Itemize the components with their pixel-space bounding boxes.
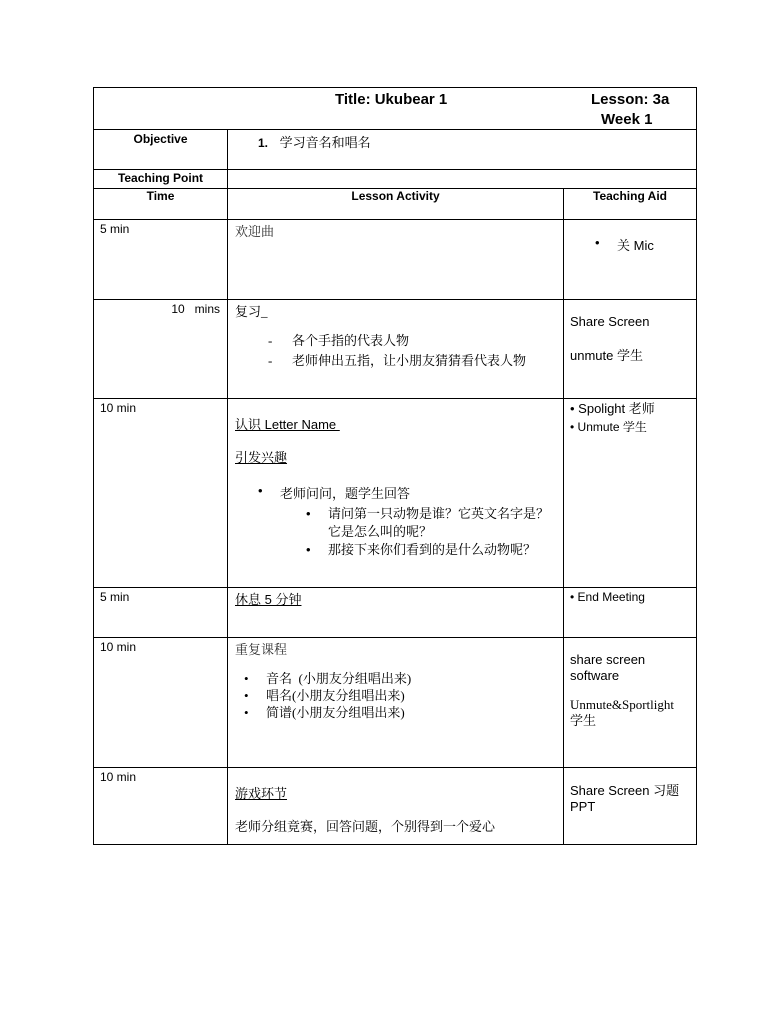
objective-row [94,130,697,170]
time-cell [94,300,228,399]
table-row [94,768,697,845]
table-row [94,638,697,768]
time-value: 5 min [100,222,130,236]
activity-sublist [228,502,563,559]
table-row [94,220,697,300]
title-row [94,88,697,130]
activity-heading: 认识 Letter Name [235,417,340,432]
aid-cell [564,588,697,638]
activity-cell [228,399,564,588]
aid-item: • 关 Mic [617,235,696,254]
teaching-point-content-cell [228,170,697,189]
header-activity: Lesson Activity [351,189,440,203]
time-cell [94,399,228,588]
aid-item: • Spolight 老师 [570,401,655,416]
activity-list [228,320,563,371]
aid-cell [564,638,697,768]
list-item: • 那接下来你们看到的是什么动物呢？ [328,541,553,559]
activity-text: 老师分组竟赛，回答问题，个别得到一个爱心 [235,819,496,834]
lesson-plan-table [93,87,697,845]
list-item: - 老师伸出五指，让小朋友猜猜看代表人物 [292,351,563,371]
time-value: 10 min [100,770,137,784]
header-time: Time [146,189,175,203]
activity-title: 游戏环节 [235,786,288,801]
table-row [94,399,697,588]
activity-title: 复习_ [235,304,268,319]
column-header-row [94,189,697,220]
aid-item: • End Meeting [570,590,645,604]
activity-list [228,658,563,721]
lesson-number: Lesson: 3a [591,91,670,108]
time-cell [94,588,228,638]
aid-cell [564,768,697,845]
objective-label: Objective [133,132,188,146]
table-row [94,300,697,399]
time-cell [94,220,228,300]
aid-line: share screen software [570,652,646,683]
aid-line: Share Screen 习题 PPT [570,783,680,814]
activity-title: 休息 5 分钟 [235,592,302,607]
objective-number: 1. [258,136,269,150]
time-value: 10 min [100,640,137,654]
aid-cell [564,300,697,399]
list-item: • 请问第一只动物是谁？它英文名字是？它是怎么叫的呢？ [328,505,553,541]
time-cell [94,768,228,845]
activity-cell [228,588,564,638]
list-item: • 唱名(小朋友分组唱出来) [266,687,563,704]
teaching-point-row [94,170,697,189]
time-value: 10 min [100,401,137,415]
activity-cell [228,638,564,768]
activity-title: 重复课程 [235,642,288,657]
aid-cell [564,399,697,588]
list-item: • 音名 (小朋友分组唱出来) [266,670,563,687]
activity-subheading: 引发兴趣 [235,450,288,465]
teaching-point-label-cell [94,170,228,189]
lesson-title: Title: Ukubear 1 [335,91,448,108]
list-item: • 老师问问，题学生回答 [280,483,563,502]
activity-title: 欢迎曲 [235,224,275,239]
aid-line: unmute 学生 [570,348,643,363]
title-cell [94,88,697,130]
week-number: Week 1 [601,111,653,128]
time-value: 10 mins [171,302,220,316]
aid-line: Unmute&Sportlight 学生 [570,697,674,728]
teaching-point-label: Teaching Point [117,171,204,185]
objective-label-cell [94,130,228,170]
activity-cell [228,220,564,300]
list-item: • 简谱(小朋友分组唱出来) [266,704,563,721]
objective-text: 学习音名和唱名 [279,135,371,150]
activity-cell [228,300,564,399]
time-value: 5 min [100,590,130,604]
header-time-cell [94,189,228,220]
aid-line: Share Screen [570,314,650,329]
table-row [94,588,697,638]
header-aid: Teaching Aid [593,189,668,203]
aid-cell [564,220,697,300]
activity-cell [228,768,564,845]
list-item: - 各个手指的代表人物 [292,331,563,351]
time-cell [94,638,228,768]
header-aid-cell [564,189,697,220]
activity-list [228,466,563,502]
aid-item: • Unmute 学生 [570,420,647,434]
aid-list [564,220,696,254]
objective-content-cell [228,130,697,170]
header-activity-cell [228,189,564,220]
